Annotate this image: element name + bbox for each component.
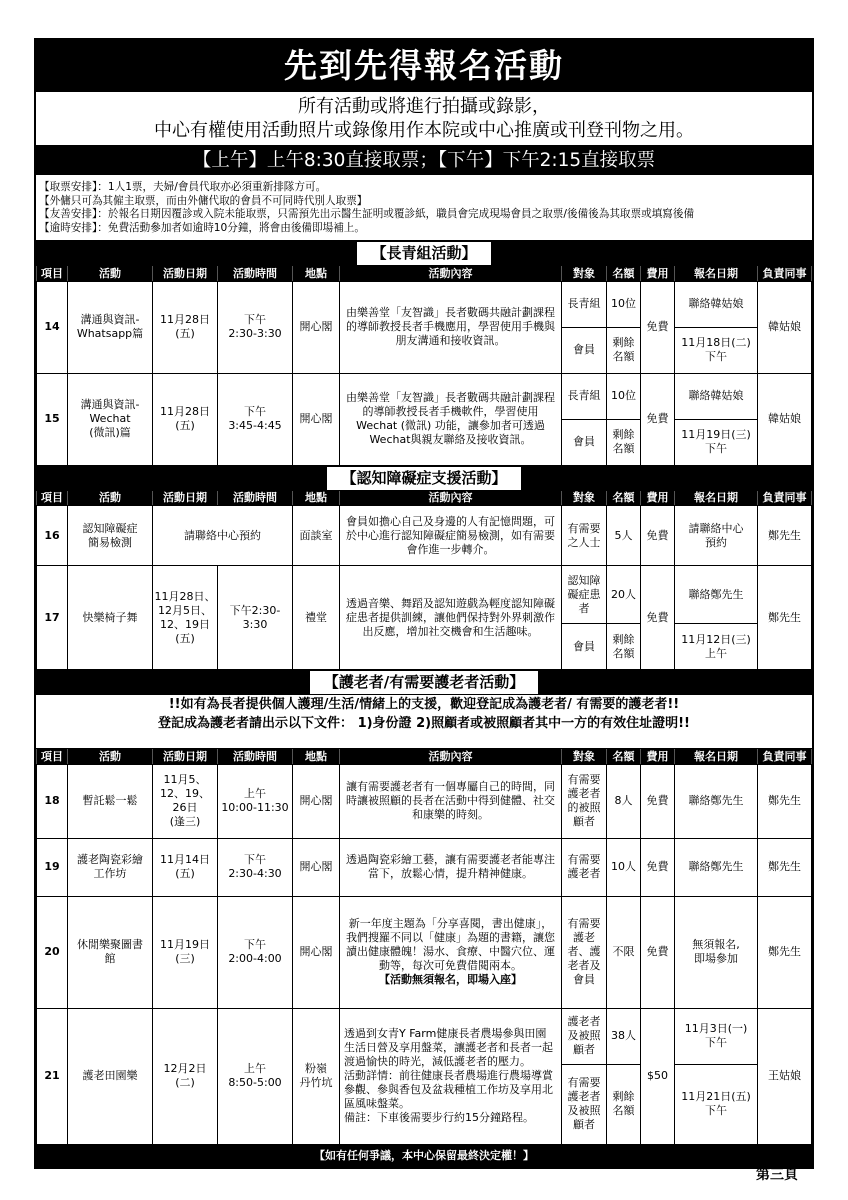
staff: 鄭先生: [758, 896, 812, 1008]
registration-date: 無須報名, 即場參加: [675, 896, 758, 1008]
activity-venue: 開心閣: [293, 281, 340, 373]
col-header: 活動內容: [340, 266, 562, 281]
registration-date: 聯絡鄭先生: [675, 764, 758, 838]
col-header: 活動時間: [218, 491, 293, 506]
section-heading-carer: [36, 670, 812, 695]
table-row: [37, 506, 812, 566]
ticket-time-bar: 【上午】上午8:30直接取票；【下午】下午2:15直接取票: [36, 146, 812, 175]
registration-date: 11月12日(三) 上午: [675, 624, 758, 670]
col-header: 活動: [68, 749, 153, 764]
registration-date: 11月21日(五) 下午: [675, 1064, 758, 1144]
activity-description: 透過陶瓷彩繪工藝，讓有需要護老者能專注當下，放鬆心情，提升精神健康。: [340, 838, 562, 896]
quota: 剩餘 名額: [607, 327, 641, 373]
col-header: 活動日期: [153, 491, 218, 506]
activity-name: 護老陶瓷彩繪 工作坊: [68, 838, 153, 896]
target: 有需要 護老者: [562, 838, 607, 896]
col-header: 地點: [293, 749, 340, 764]
table-header-row: [37, 749, 812, 764]
activity-venue: 面談室: [293, 506, 340, 566]
section-title: 【長青組活動】: [357, 242, 490, 265]
fee: 免費: [641, 566, 675, 670]
activity-date: 11月28日 (五): [153, 281, 218, 373]
quota: 剩餘 名額: [607, 1064, 641, 1144]
activity-venue: 開心閣: [293, 764, 340, 838]
col-header: 負責同事: [758, 266, 812, 281]
col-header: 對象: [562, 266, 607, 281]
activity-name: 暫託鬆一鬆: [68, 764, 153, 838]
col-header: 負責同事: [758, 749, 812, 764]
item-number: 18: [37, 764, 68, 838]
activity-date: 12月2日 (二): [153, 1008, 218, 1144]
activity-description: 透過到女青Y Farm健康長者農場參與田園生活日營及享用盤菜，讓護老者和長者一起渡過愉快的時光，減低護老者的壓力。 活動詳情：前往健康長者農場進行農場導賞參觀、參與香包及盆栽種植工作坊及享用北區風味盤菜。 備註：下車後需要步行約15分鐘路程。: [340, 1008, 562, 1144]
col-header: 費用: [641, 266, 675, 281]
target: 護老者 及被照 顧者: [562, 1008, 607, 1064]
activity-time: 下午 2:00-4:00: [218, 896, 293, 1008]
registration-date: 11月3日(一) 下午: [675, 1008, 758, 1064]
col-header: 活動時間: [218, 266, 293, 281]
rule-line: 【逾時安排】：免費活動參加者如逾時10分鐘，將會由後備即場補上。: [39, 221, 365, 234]
activity-description: 由樂善堂「友智識」長者數碼共融計劃課程的導師教授長者手機軟件，學習使用Wechat (微訊) 功能，讓參加者可透過Wechat與親友聯絡及接收資訊。: [340, 373, 562, 465]
activity-date: 11月28日 (五): [153, 373, 218, 465]
target: 有需要 護老 者、護 老者及 會員: [562, 896, 607, 1008]
activity-name: 快樂椅子舞: [68, 566, 153, 670]
col-header: 對象: [562, 491, 607, 506]
quota: 8人: [607, 764, 641, 838]
registration-date: 請聯絡中心 預約: [675, 506, 758, 566]
col-header: 對象: [562, 749, 607, 764]
dispute-footer: 【如有任何爭議，本中心保留最終決定權！】: [36, 1145, 812, 1167]
rule-line: 【友善安排】：於報名日期因覆診或入院未能取票，只需預先出示醫生証明或覆診紙，職員會完成現場會員之取票/後備後為其取票或填寫後備: [39, 208, 695, 221]
activity-description: 讓有需要護老者有一個專屬自己的時間，同時讓被照顧的長者在活動中得到健體、社交和康樂的時刻。: [340, 764, 562, 838]
table-row: [37, 373, 812, 419]
table-row: [37, 764, 812, 838]
activity-description: 透過音樂、舞蹈及認知遊戲為輕度認知障礙症患者提供訓練，讓他們保持對外界刺激作出反應，增加社交機會和生活趣味。: [340, 566, 562, 670]
item-number: 19: [37, 838, 68, 896]
item-number: 20: [37, 896, 68, 1008]
quota: 剩餘 名額: [607, 419, 641, 465]
quota: 10位: [607, 373, 641, 419]
table-row: [37, 838, 812, 896]
activity-time: 下午 3:45-4:45: [218, 373, 293, 465]
quota: 5人: [607, 506, 641, 566]
quota: 10人: [607, 838, 641, 896]
section-title: 【認知障礙症支援活動】: [327, 467, 520, 490]
activity-time: 上午 10:00-11:30: [218, 764, 293, 838]
activity-description: 會員如擔心自己及身邊的人有記憶問題，可於中心進行認知障礙症簡易檢測，如有需要會作進一步轉介。: [340, 506, 562, 566]
quota: 10位: [607, 281, 641, 327]
item-number: 16: [37, 506, 68, 566]
item-number: 17: [37, 566, 68, 670]
activity-name: 溝通與資訊- Whatsapp篇: [68, 281, 153, 373]
activity-time: 下午2:30- 3:30: [218, 566, 293, 670]
col-header: 名額: [607, 491, 641, 506]
col-header: 地點: [293, 491, 340, 506]
elderly-group-table: [36, 266, 812, 466]
staff: 鄭先生: [758, 566, 812, 670]
description-note: 【活動無須報名，即場入座】: [379, 973, 522, 986]
registration-date: 聯絡鄭先生: [675, 838, 758, 896]
activity-date-time: 請聯絡中心預約: [153, 506, 293, 566]
col-header: 報名日期: [675, 749, 758, 764]
rule-line: 【外傭只可為其僱主取票，而由外傭代取的會員不可同時代別人取票】: [39, 194, 368, 207]
section-heading-elderly-group: [36, 241, 812, 266]
registration-date: 聯絡鄭先生: [675, 566, 758, 624]
staff: 鄭先生: [758, 838, 812, 896]
col-header: 活動日期: [153, 749, 218, 764]
rule-line: 【取票安排】：1人1票，夫婦/會員代取亦必須重新排隊方可。: [39, 181, 327, 193]
item-number: 14: [37, 281, 68, 373]
notice-line-2: 中心有權使用活動照片或錄像用作本院或中心推廣或刊登刊物之用。: [154, 120, 694, 141]
col-header: 負責同事: [758, 491, 812, 506]
col-header: 活動: [68, 491, 153, 506]
activity-name: 護老田園樂: [68, 1008, 153, 1144]
quota: 38人: [607, 1008, 641, 1064]
activity-date: 11月19日 (三): [153, 896, 218, 1008]
col-header: 項目: [37, 491, 68, 506]
activity-date: 11月5、 12、19、 26日 (逢三): [153, 764, 218, 838]
quota: 不限: [607, 896, 641, 1008]
registration-date: 聯絡韓姑娘: [675, 373, 758, 419]
target: 認知障 礙症患 者: [562, 566, 607, 624]
fee: 免費: [641, 764, 675, 838]
activity-time: 下午 2:30-3:30: [218, 281, 293, 373]
col-header: 名額: [607, 749, 641, 764]
quota: 剩餘 名額: [607, 624, 641, 670]
col-header: 名額: [607, 266, 641, 281]
dementia-table: [36, 491, 812, 671]
staff: 王姑娘: [758, 1008, 812, 1144]
ticket-rules: [36, 175, 812, 241]
activity-name: 溝通與資訊- Wechat (微訊)篇: [68, 373, 153, 465]
col-header: 活動: [68, 266, 153, 281]
staff: 韓姑娘: [758, 281, 812, 373]
table-row: [37, 281, 812, 327]
fee: 免費: [641, 373, 675, 465]
section-heading-dementia: [36, 466, 812, 491]
staff: 鄭先生: [758, 764, 812, 838]
col-header: 報名日期: [675, 491, 758, 506]
col-header: 活動內容: [340, 749, 562, 764]
table-row: [37, 1008, 812, 1064]
fee: $50: [641, 1008, 675, 1144]
description-text: 新一年度主題為「分享喜閱，書出健康」，我們搜羅不同以「健康」為題的書籍，讓您讀出健康體魄！湯水、食療、中醫穴位、運動等，每次可免費借閱兩本。: [346, 917, 555, 972]
photo-notice: [36, 92, 812, 146]
target: 會員: [562, 327, 607, 373]
fee: 免費: [641, 281, 675, 373]
table-row: [37, 566, 812, 624]
carer-note-line: 登記成為護老者請出示以下文件： 1)身份證 2)照顧者或被照顧者其中一方的有效住址證明!!: [158, 716, 690, 731]
target: 長青組: [562, 281, 607, 327]
activity-venue: 開心閣: [293, 896, 340, 1008]
carer-registration-note: [36, 695, 812, 749]
activity-date: 11月28日、 12月5日、 12、19日 (五): [153, 566, 218, 670]
activity-time: 下午 2:30-4:30: [218, 838, 293, 896]
table-header-row: [37, 491, 812, 506]
activity-sheet: [34, 38, 814, 1169]
page-title: 先到先得報名活動: [36, 40, 812, 92]
col-header: 地點: [293, 266, 340, 281]
fee: 免費: [641, 838, 675, 896]
activity-name: 認知障礙症 簡易檢測: [68, 506, 153, 566]
item-number: 21: [37, 1008, 68, 1144]
target: 有需要 之人士: [562, 506, 607, 566]
target: 會員: [562, 624, 607, 670]
fee: 免費: [641, 896, 675, 1008]
col-header: 活動內容: [340, 491, 562, 506]
col-header: 項目: [37, 749, 68, 764]
fee: 免費: [641, 506, 675, 566]
item-number: 15: [37, 373, 68, 465]
notice-line-1: 所有活動或將進行拍攝或錄影，: [298, 96, 550, 117]
activity-name: 休閒樂聚圖書 館: [68, 896, 153, 1008]
activity-time: 上午 8:50-5:00: [218, 1008, 293, 1144]
col-header: 活動時間: [218, 749, 293, 764]
col-header: 報名日期: [675, 266, 758, 281]
activity-venue: 開心閣: [293, 373, 340, 465]
target: 會員: [562, 419, 607, 465]
activity-date: 11月14日 (五): [153, 838, 218, 896]
registration-date: 聯絡韓姑娘: [675, 281, 758, 327]
quota: 20人: [607, 566, 641, 624]
activity-description: 由樂善堂「友智識」長者數碼共融計劃課程的導師教授長者手機應用，學習使用手機與朋友溝通和接收資訊。: [340, 281, 562, 373]
registration-date: 11月19日(三) 下午: [675, 419, 758, 465]
activity-venue: 禮堂: [293, 566, 340, 670]
table-row: [37, 896, 812, 1008]
target: 有需要 護老者 的被照 顧者: [562, 764, 607, 838]
carer-table: [36, 749, 812, 1145]
col-header: 活動日期: [153, 266, 218, 281]
activity-venue: 粉嶺 丹竹坑: [293, 1008, 340, 1144]
staff: 韓姑娘: [758, 373, 812, 465]
registration-date: 11月18日(二) 下午: [675, 327, 758, 373]
target: 有需要 護老者 及被照 顧者: [562, 1064, 607, 1144]
section-title: 【護老者/有需要護老者活動】: [310, 671, 538, 694]
col-header: 費用: [641, 749, 675, 764]
page-number: 第三頁: [756, 1167, 798, 1183]
target: 長青組: [562, 373, 607, 419]
staff: 鄭先生: [758, 506, 812, 566]
col-header: 費用: [641, 491, 675, 506]
activity-description: [340, 896, 562, 1008]
col-header: 項目: [37, 266, 68, 281]
carer-note-line: !!如有為長者提供個人護理/生活/情緒上的支援，歡迎登記成為護老者/ 有需要的護老者!!: [168, 697, 680, 712]
activity-venue: 開心閣: [293, 838, 340, 896]
table-header-row: [37, 266, 812, 281]
